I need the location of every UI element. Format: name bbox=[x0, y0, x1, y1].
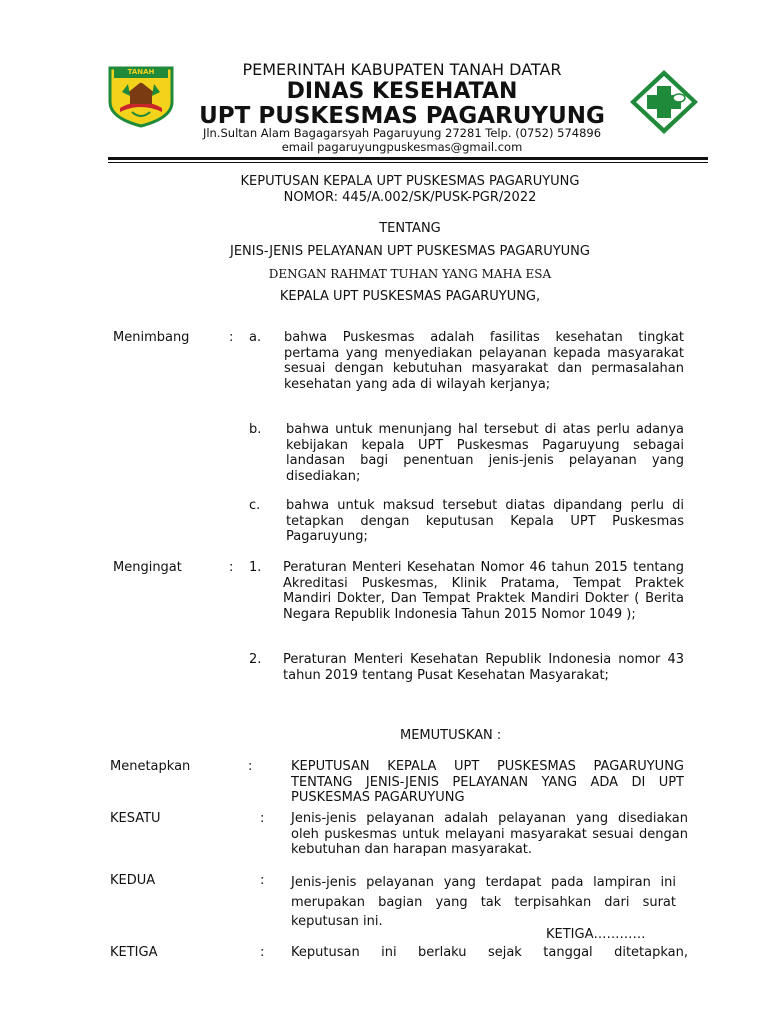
decree-title: KEPUTUSAN KEPALA UPT PUSKESMAS PAGARUYUNG bbox=[240, 174, 580, 189]
letterhead-divider-thin bbox=[108, 162, 708, 163]
department-name: DINAS KESEHATAN bbox=[286, 79, 518, 104]
unit-name: UPT PUSKESMAS PAGARUYUNG bbox=[199, 103, 605, 129]
ketiga-text: Keputusan ini berlaku sejak tanggal ditetapkan, bbox=[291, 945, 688, 960]
mengingat-colon: : bbox=[229, 560, 234, 575]
ketiga-label: KETIGA bbox=[110, 945, 158, 960]
logo-text: TANAH DATAR bbox=[127, 68, 155, 85]
decree-subject: JENIS-JENIS PELAYANAN UPT PUSKESMAS PAGARUYUNG bbox=[229, 244, 590, 259]
blessing-line: DENGAN RAHMAT TUHAN YANG MAHA ESA bbox=[268, 267, 552, 281]
menimbang-marker-a: a. bbox=[249, 330, 262, 345]
menimbang-text-b: bahwa untuk menunjang hal tersebut di atas perlu adanya kebijakan kepala UPT Puskesmas Pagaruyung sebagai landasan bagi penentuan jenis-jenis pelayanan yang disediakan; bbox=[286, 422, 684, 484]
kesatu-label: KESATU bbox=[110, 811, 161, 826]
page-continuation: KETIGA………… bbox=[546, 927, 646, 942]
memutuskan-heading: MEMUTUSKAN : bbox=[400, 728, 502, 743]
menetapkan-colon: : bbox=[248, 759, 253, 774]
about-label: TENTANG bbox=[379, 221, 441, 236]
kedua-text: Jenis-jenis pelayanan yang terdapat pada lampiran ini merupakan bagian yang tak terpisahkan dari surat keputusan ini. bbox=[291, 875, 676, 929]
mengingat-text-1: Peraturan Menteri Kesehatan Nomor 46 tahun 2015 tentang Akreditasi Puskesmas, Klinik Pratama, Tempat Praktek Mandiri Dokter, Dan Tempat Praktek Mandiri Dokter ( Berita Negara Republik Indonesia Tahun 2015 Nomor 1049 ); bbox=[283, 560, 684, 622]
mengingat-label: Mengingat bbox=[113, 560, 182, 575]
menimbang-colon: : bbox=[229, 330, 234, 345]
letterhead-divider bbox=[108, 157, 708, 160]
email-line: email pagaruyungpuskesmas@gmail.com bbox=[281, 140, 523, 154]
kesatu-colon: : bbox=[260, 811, 265, 826]
official-title: KEPALA UPT PUSKESMAS PAGARUYUNG, bbox=[279, 289, 541, 304]
menimbang-label: Menimbang bbox=[113, 330, 190, 345]
menimbang-text-c: bahwa untuk maksud tersebut diatas dipandang perlu di tetapkan dengan keputusan Kepala UPT Puskesmas Pagaruyung; bbox=[286, 498, 684, 544]
left-logo bbox=[108, 66, 174, 128]
kesatu-text: Jenis-jenis pelayanan adalah pelayanan yang disediakan oleh puskesmas untuk melayani masyarakat sesuai dengan kebutuhan dan harapan masyarakat. bbox=[291, 811, 688, 857]
ketiga-colon: : bbox=[260, 945, 265, 960]
kedua-colon: : bbox=[260, 873, 265, 888]
government-name: PEMERINTAH KABUPATEN TANAH DATAR bbox=[242, 60, 562, 79]
menetapkan-text: KEPUTUSAN KEPALA UPT PUSKESMAS PAGARUYUNG TENTANG JENIS-JENIS PELAYANAN YANG ADA DI UPT PUSKESMAS PAGARUYUNG bbox=[291, 759, 684, 805]
menimbang-marker-c: c. bbox=[249, 498, 261, 513]
menimbang-text-a: bahwa Puskesmas adalah fasilitas kesehatan tingkat pertama yang menyediakan pelayanan kepada masyarakat sesuai dengan kebutuhan masyarakat dan permasalahan kesehatan yang ada di wilayah kerjanya; bbox=[284, 330, 684, 392]
kedua-label: KEDUA bbox=[110, 873, 156, 888]
mengingat-text-2: Peraturan Menteri Kesehatan Republik Indonesia nomor 43 tahun 2019 tentang Pusat Kesehatan Masyarakat; bbox=[283, 652, 684, 683]
decree-number: NOMOR: 445/A.002/SK/PUSK-PGR/2022 bbox=[283, 190, 537, 205]
mengingat-marker-2: 2. bbox=[249, 652, 262, 667]
address-line: Jln.Sultan Alam Bagagarsyah Pagaruyung 27281 Telp. (0752) 574896 bbox=[202, 126, 602, 140]
menetapkan-label: Menetapkan bbox=[110, 759, 191, 774]
mengingat-marker-1: 1. bbox=[249, 560, 262, 575]
menimbang-marker-b: b. bbox=[249, 422, 262, 437]
